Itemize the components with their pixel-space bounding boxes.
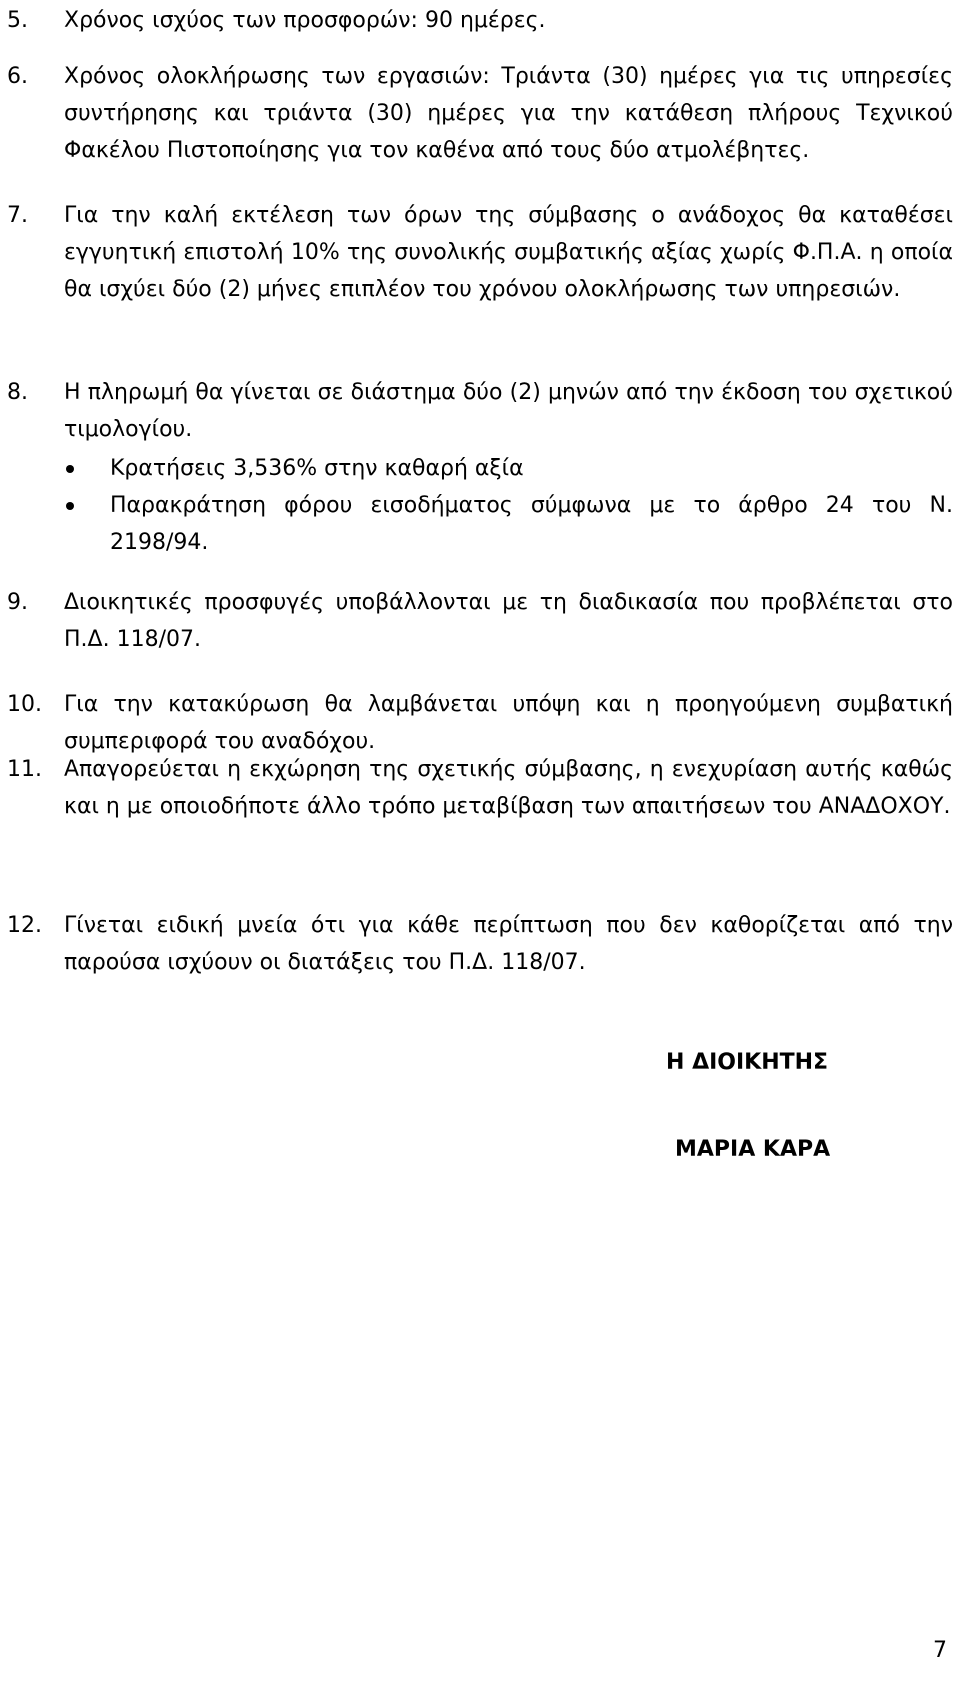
clause-number: 8. [7, 380, 28, 405]
bullet-icon [66, 465, 74, 473]
clause-text: Η πληρωμή θα γίνεται σε διάστημα δύο (2) μηνών από την έκδοση του σχετικού τιμολογίου. [64, 380, 953, 442]
clause-12 [7, 907, 953, 981]
clause-11 [7, 751, 953, 825]
signature-title: Η ΔΙΟΙΚΗΤΗΣ [666, 1050, 829, 1075]
clause-number: 5. [7, 8, 28, 33]
list-item-text: Κρατήσεις 3,536% στην καθαρή αξία [110, 456, 524, 481]
list-item [64, 450, 953, 487]
clause-7 [7, 197, 953, 308]
deductions-list [64, 450, 953, 561]
list-item-text: Παρακράτηση φόρου εισοδήματος σύμφωνα με το άρθρο 24 του Ν. 2198/94. [110, 493, 953, 555]
clause-text: Διοικητικές προσφυγές υποβάλλονται με τη διαδικασία που προβλέπεται στο Π.Δ. 118/07. [64, 590, 953, 652]
clause-number: 7. [7, 203, 28, 228]
clause-9 [7, 584, 953, 658]
clause-6 [7, 58, 953, 169]
signature-name: ΜΑΡΙΑ ΚΑΡΑ [675, 1137, 831, 1162]
clause-number: 12. [7, 913, 42, 938]
clause-5 [7, 2, 953, 39]
clause-text: Χρόνος ολοκλήρωσης των εργασιών: Τριάντα (30) ημέρες για τις υπηρεσίες συντήρησης και τριάντα (30) ημέρες για την κατάθεση πλήρους Τεχνικού Φακέλου Πιστοποίησης για τον καθένα από τους δύο ατμολέβητες. [64, 64, 953, 163]
list-item [64, 487, 953, 561]
clause-number: 9. [7, 590, 28, 615]
clause-text: Για την κατακύρωση θα λαμβάνεται υπόψη και η προηγούμενη συμβατική συμπεριφορά του αναδόχου. [64, 692, 953, 754]
clause-number: 10. [7, 692, 42, 717]
clause-8 [7, 374, 953, 561]
clause-10 [7, 686, 953, 760]
page-number: 7 [933, 1638, 947, 1663]
clause-text: Χρόνος ισχύος των προσφορών: 90 ημέρες. [64, 8, 546, 33]
bullet-icon [66, 502, 74, 510]
clause-number: 11. [7, 757, 42, 782]
clause-text: Γίνεται ειδική μνεία ότι για κάθε περίπτωση που δεν καθορίζεται από την παρούσα ισχύουν οι διατάξεις του Π.Δ. 118/07. [64, 913, 953, 975]
clause-text: Απαγορεύεται η εκχώρηση της σχετικής σύμβασης, η ενεχυρίαση αυτής καθώς και η με οποιοδήποτε άλλο τρόπο μεταβίβαση των απαιτήσεων του ΑΝΑΔΟΧΟΥ. [64, 757, 953, 819]
clause-text: Για την καλή εκτέλεση των όρων της σύμβασης ο ανάδοχος θα καταθέσει εγγυητική επιστολή 10% της συνολικής συμβατικής αξίας χωρίς Φ.Π.Α. η οποία θα ισχύει δύο (2) μήνες επιπλέον του χρόνου ολοκλήρωσης των υπηρεσιών. [64, 203, 953, 302]
clause-number: 6. [7, 64, 28, 89]
